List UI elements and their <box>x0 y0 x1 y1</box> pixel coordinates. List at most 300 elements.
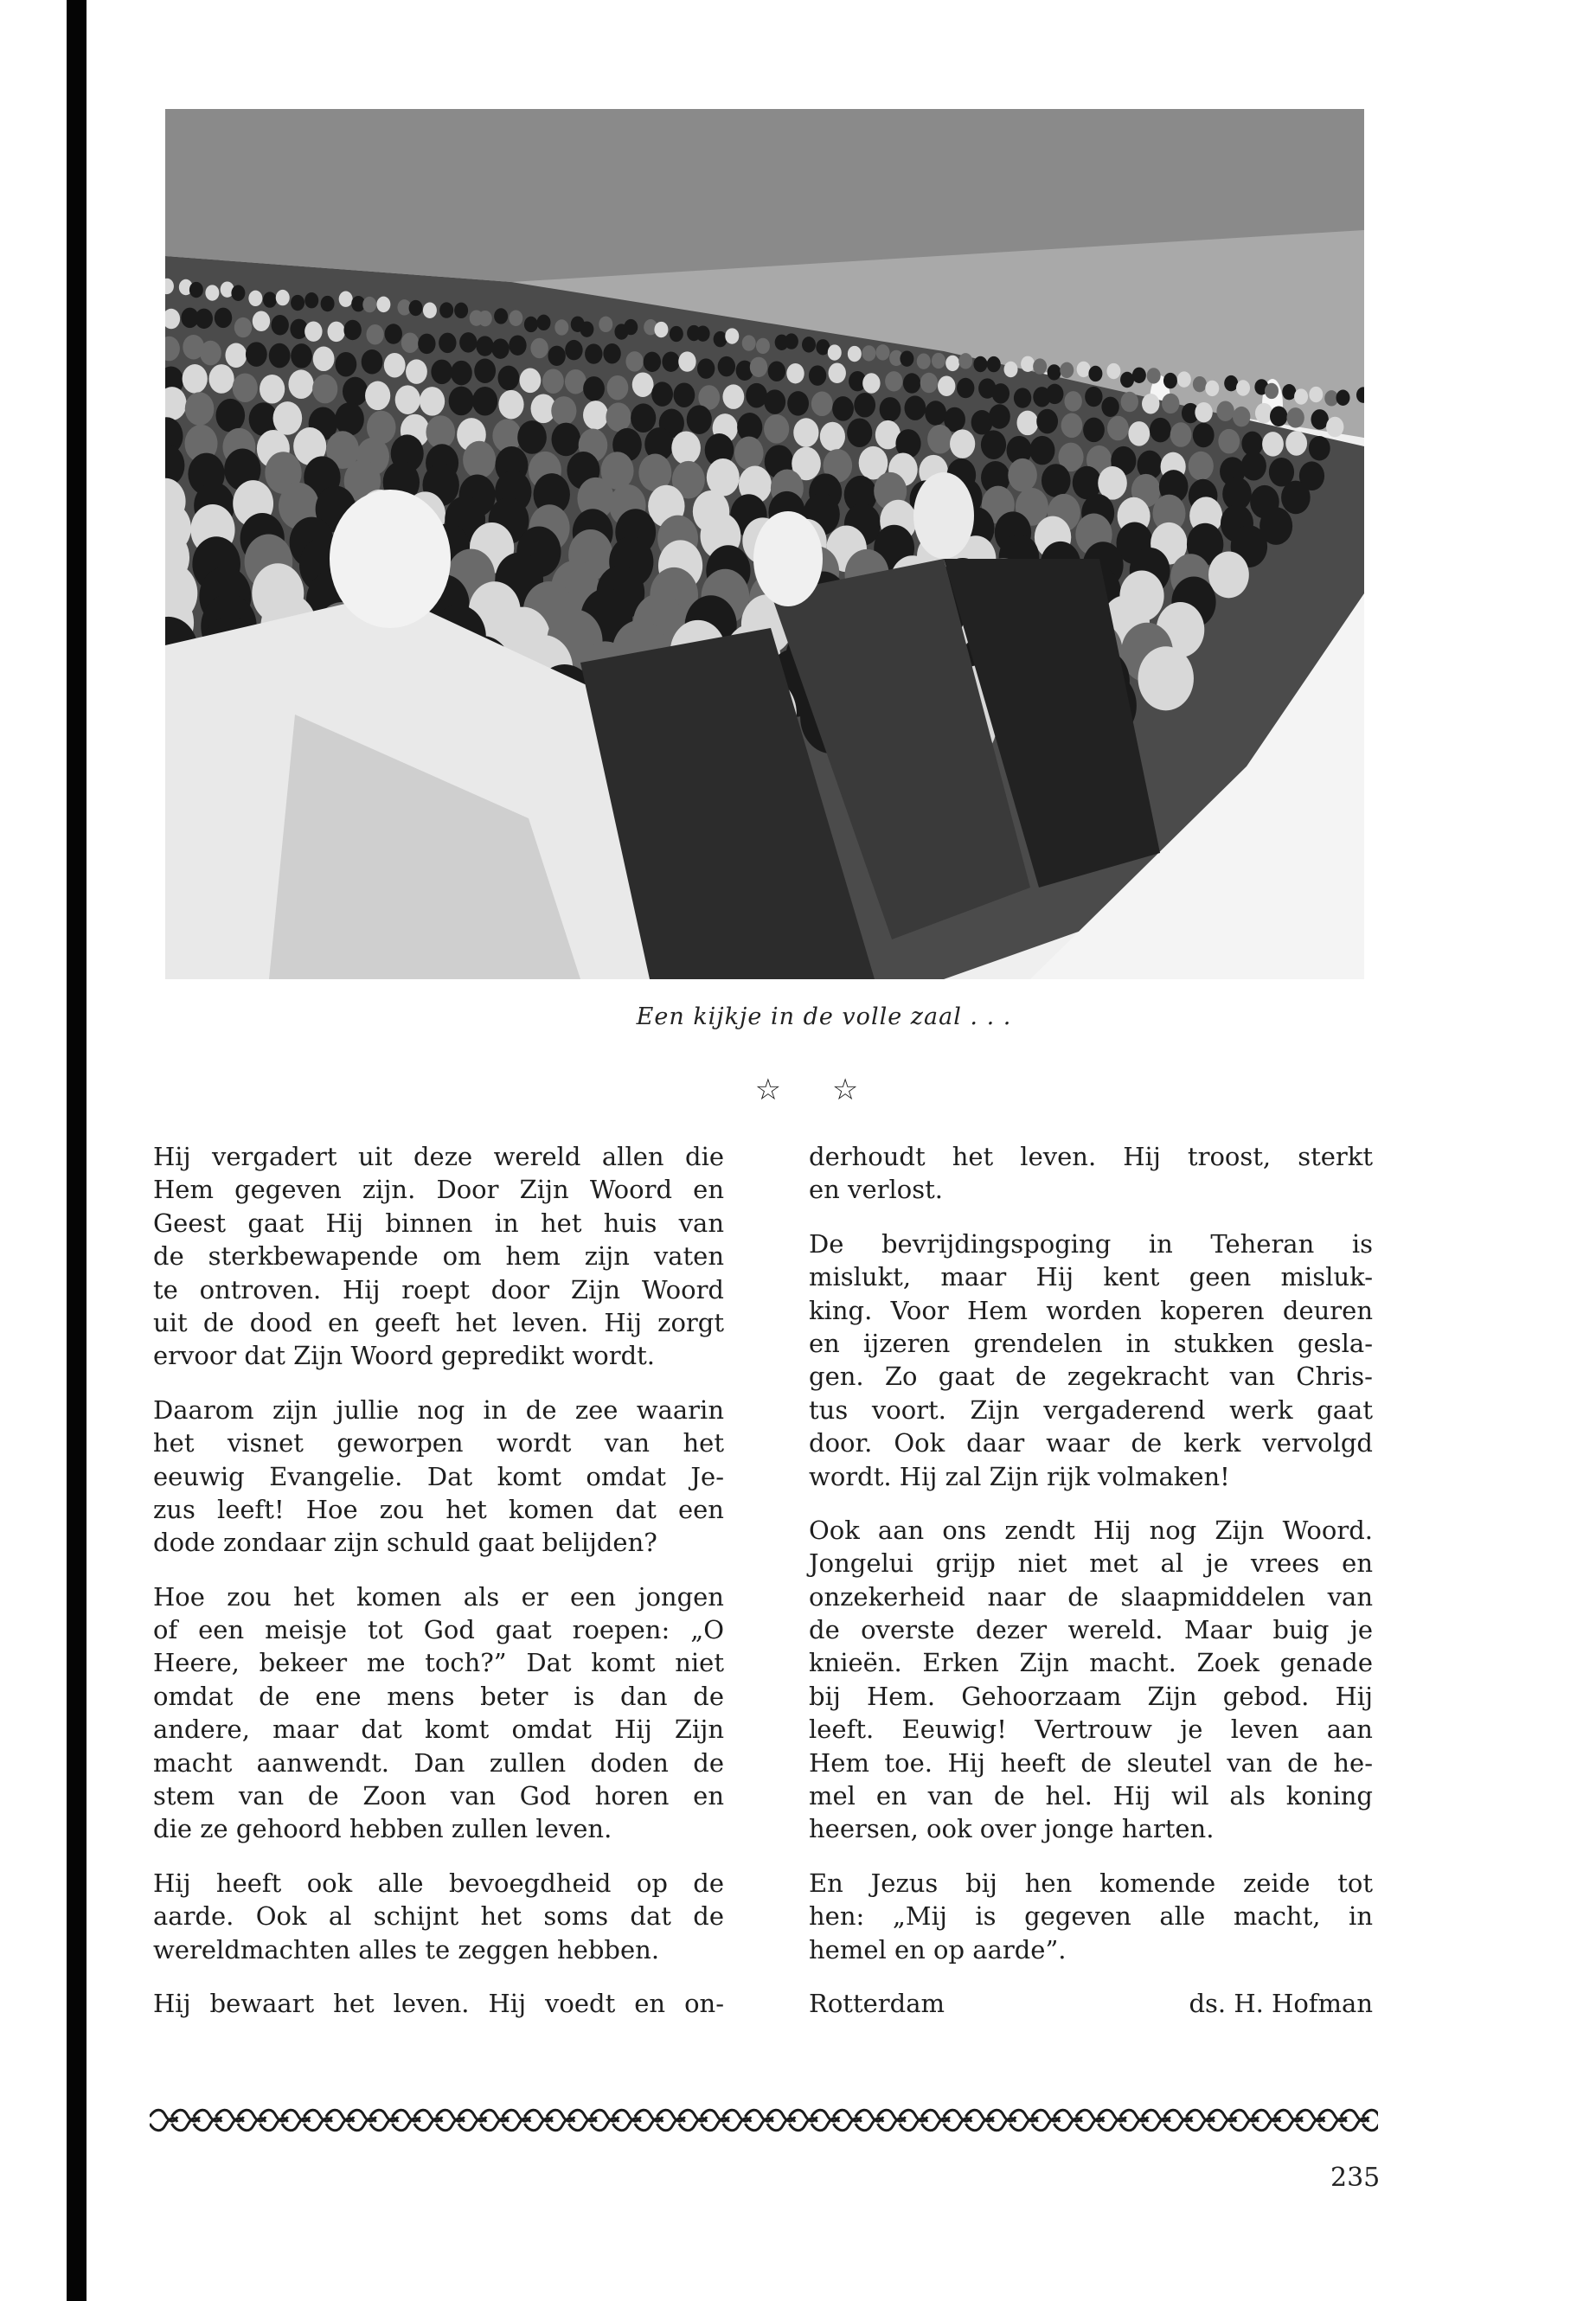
photo-audience-head <box>269 343 291 369</box>
text-line <box>809 1747 1373 1779</box>
photo-audience-head <box>542 369 564 394</box>
photo-face <box>330 490 451 628</box>
photo-audience-head <box>631 403 656 433</box>
text-line-content: onzekerheid naar de slaapmiddelen van <box>809 1581 1373 1612</box>
photo-audience-head <box>583 401 608 430</box>
photo-audience-head <box>423 303 437 318</box>
photo-audience-head <box>945 356 959 371</box>
photo-audience-head <box>312 375 337 404</box>
photo-audience-head <box>809 365 826 385</box>
text-line <box>809 1867 1373 1900</box>
photo-audience-head <box>509 311 522 326</box>
photo-audience-head <box>1236 380 1250 395</box>
text-line-content: Hem gegeven zijn. Door Zijn Woord en <box>153 1175 724 1205</box>
photo-audience-head <box>662 351 679 371</box>
photo-audience-head <box>208 364 234 394</box>
text-line <box>809 1394 1373 1426</box>
photo-audience-head <box>1309 387 1323 402</box>
photo-audience-head <box>474 358 496 383</box>
photo-audience-head <box>900 350 913 366</box>
photo-audience-head <box>1016 411 1038 436</box>
photo-audience-head <box>862 345 875 361</box>
text-line-content: Heere, bekeer me toch?” Dat komt niet <box>153 1648 724 1678</box>
photo-audience-head <box>828 344 842 360</box>
photo-audience-head <box>304 292 318 308</box>
text-line-content: dode zondaar zijn schuld gaat belijden? <box>153 1528 657 1558</box>
photo-audience-head <box>313 347 335 372</box>
text-line-content: mel en van de hel. Hij wil als koning <box>809 1781 1373 1811</box>
text-line-content: bij Hem. Gehoorzaam Zijn gebod. Hij <box>809 1681 1373 1711</box>
photo-audience-head <box>992 383 1010 403</box>
photo-audience-head <box>938 376 955 396</box>
text-line-content: Geest gaat Hij binnen in het huis van <box>153 1208 724 1238</box>
photo-audience-head <box>903 373 920 393</box>
photo-audience-head <box>304 321 322 341</box>
photo-audience-head <box>385 324 402 343</box>
text-line-content: De bevrijdingspoging in Teheran is <box>809 1228 1373 1259</box>
text-line-content: derhoudt het leven. Hij troost, sterkt <box>809 1142 1373 1171</box>
text-line-content: Daarom zijn jullie nog in de zee waarin <box>153 1394 724 1425</box>
photo-audience-head <box>606 402 631 432</box>
photo-audience-head <box>1128 421 1150 446</box>
photo-audience-head <box>1014 388 1031 407</box>
photo-audience-head <box>1106 363 1120 379</box>
photo-audience-head <box>291 295 304 311</box>
section-separator <box>0 1073 1596 1107</box>
photo-audience-head <box>654 322 668 337</box>
photo-audience-head <box>366 324 383 344</box>
photo-audience-head <box>384 353 406 378</box>
photo-audience-head <box>920 373 938 393</box>
photo-audience-head <box>1121 392 1138 412</box>
photo-audience-head <box>1309 436 1330 461</box>
photo-audience-head <box>1008 458 1037 492</box>
photo-audience-head <box>1132 368 1146 383</box>
text-line-content: gen. Zo gaat de zegekracht van Chris- <box>809 1362 1373 1392</box>
photo-audience-head <box>651 381 673 407</box>
photo-audience-head <box>632 372 654 397</box>
text-line-content: stem van de Zoon van God horen en <box>153 1781 724 1811</box>
photo-audience-head <box>671 431 701 465</box>
text-line-content: andere, maar dat komt omdat Hij Zijn <box>153 1715 724 1745</box>
star-icon: ☆ <box>831 1073 859 1107</box>
text-line <box>153 1140 724 1173</box>
text-line <box>809 1327 1373 1360</box>
text-line <box>809 1294 1373 1327</box>
text-line <box>809 1933 1373 1966</box>
photo-audience-head <box>1101 397 1118 417</box>
photo-audience-head <box>200 341 221 366</box>
photo-audience-head <box>524 317 538 332</box>
photo-audience-head <box>321 296 335 311</box>
photo-audience-head <box>787 391 809 416</box>
photo-audience-head <box>1004 362 1018 377</box>
text-line <box>153 1526 724 1559</box>
text-line-content: Hij bewaart het leven. Hij voedt en on- <box>153 1988 724 2018</box>
photo-audience-head <box>195 309 213 329</box>
photo-audience-head <box>1216 401 1234 421</box>
photo-audience-head <box>263 292 277 307</box>
photo-audience-head <box>793 418 818 447</box>
text-line <box>153 1394 724 1426</box>
photo-audience-head <box>1060 362 1074 378</box>
photo-audience-head <box>624 319 638 335</box>
photo-audience-head <box>734 437 764 471</box>
photo-audience-head <box>234 317 252 337</box>
photo-audience-head <box>509 335 526 355</box>
photo-audience-head <box>957 378 974 398</box>
photo-audience-head <box>847 418 872 447</box>
photo-audience-head <box>406 359 427 384</box>
text-line <box>153 1207 724 1240</box>
photo-audience-head <box>291 343 312 369</box>
photo-audience-head <box>551 396 576 426</box>
photo-audience-head <box>746 383 767 408</box>
article-paragraph <box>809 1867 1373 1966</box>
photo-audience-head <box>401 333 419 353</box>
text-line-content: omdat de ene mens beter is dan de <box>153 1681 724 1711</box>
text-line <box>809 1580 1373 1613</box>
text-line-content: en verlost. <box>809 1175 943 1205</box>
text-line <box>809 1227 1373 1260</box>
photo-audience-head <box>1193 376 1207 392</box>
photo-audience-head <box>1286 407 1304 427</box>
text-line-content: uit de dood en geeft het leven. Hij zorgt <box>153 1307 724 1337</box>
photo-audience-head <box>832 396 854 421</box>
photo-audience-head <box>362 349 383 375</box>
photo-audience-head <box>463 441 496 479</box>
photo-audience-head <box>1189 452 1214 481</box>
text-line-content: de overste dezer wereld. Maar buig je <box>809 1615 1373 1645</box>
photo-audience-head <box>725 328 739 343</box>
photo-audience-head <box>718 356 735 376</box>
photo-audience-head <box>548 346 565 366</box>
photo-audience-head <box>973 356 987 372</box>
photo-audience-head <box>478 311 492 326</box>
photo-audience-head <box>1083 418 1105 443</box>
photo-audience-head <box>950 429 975 458</box>
text-line <box>809 1680 1373 1713</box>
text-line <box>809 1140 1373 1173</box>
photo-audience-head <box>552 423 581 457</box>
photo-audience-head <box>418 334 435 354</box>
photo-audience-head <box>1138 646 1194 710</box>
text-line-content: Ook aan ons zendt Hij nog Zijn Woord. <box>809 1515 1373 1545</box>
photo-audience-head <box>216 399 246 433</box>
photo-audience-head <box>981 430 1006 459</box>
text-line-content: aarde. Ook al schijnt het soms dat de <box>153 1901 724 1932</box>
photo-audience-head <box>1218 429 1240 454</box>
photo-audience-head <box>420 387 445 416</box>
ornament-wave-lower <box>150 2118 1378 2131</box>
text-line <box>809 1613 1373 1646</box>
photo-audience-head <box>1336 390 1349 406</box>
photo-audience-head <box>362 297 376 312</box>
photo-audience-head <box>904 395 926 420</box>
photo-audience-head <box>1195 402 1212 422</box>
photo-audience-head <box>395 385 420 414</box>
photo-audience-head <box>189 282 203 298</box>
photo-audience-head <box>565 369 586 394</box>
photo-audience-head <box>722 384 744 409</box>
photo-audience-head <box>1042 464 1071 497</box>
photo-audience-head <box>426 415 455 449</box>
photo-audience-head <box>271 315 288 335</box>
photo-audience-head <box>376 297 390 312</box>
text-line <box>153 1900 724 1932</box>
text-line-content: knieën. Erken Zijn macht. Zoek genade <box>809 1648 1373 1678</box>
photo-audience-head <box>498 390 523 420</box>
text-line <box>153 1779 724 1812</box>
photo-audience-head <box>1177 371 1191 387</box>
photo-audience-head <box>1142 394 1159 413</box>
photo-audience-head <box>1029 436 1054 465</box>
photo-audience-head <box>205 285 219 300</box>
photo-audience-head <box>253 311 270 331</box>
photo-audience-head <box>451 361 472 386</box>
text-line-content: door. Ook daar waar de kerk vervolgd <box>809 1428 1373 1458</box>
photo-audience-head <box>696 325 710 341</box>
photo-audience-head <box>644 352 661 372</box>
photo-audience-head <box>932 353 945 369</box>
auditorium-photo-image <box>165 109 1364 979</box>
text-line-content: eeuwig Evangelie. Dat komt omdat Je- <box>153 1461 724 1491</box>
article-column-left <box>153 1140 724 2041</box>
photo-audience-head <box>785 333 798 349</box>
photo-audience-head <box>756 338 770 354</box>
photo-audience-head <box>1147 368 1161 383</box>
article-column-right <box>809 1140 1373 2020</box>
photo-audience-head <box>854 393 875 418</box>
photo-audience-head <box>678 351 695 371</box>
ornamental-border <box>150 2105 1378 2139</box>
star-icon: ☆ <box>754 1073 782 1107</box>
signature <box>809 1987 1373 2020</box>
text-line <box>153 1713 724 1746</box>
photo-audience-head <box>1270 407 1287 426</box>
text-line <box>153 1493 724 1526</box>
photo-audience-head <box>1205 381 1219 396</box>
photo-audience-head <box>1150 418 1171 443</box>
photo-face <box>913 472 974 559</box>
text-line-content: hemel en op aarde”. <box>809 1934 1067 1965</box>
text-line-content: de sterkbewapende om hem zijn vaten <box>153 1241 724 1272</box>
photo-audience-head <box>1294 388 1308 404</box>
text-line <box>153 1987 724 2020</box>
photo-audience-head <box>530 338 548 358</box>
photo-audience-head <box>472 387 497 416</box>
photo-audience-head <box>1170 422 1192 447</box>
photo-audience-head <box>1033 358 1047 374</box>
photo-audience-head <box>476 336 493 356</box>
photo-audience-head <box>454 303 468 318</box>
photo-audience-head <box>343 377 368 407</box>
text-line <box>809 1779 1373 1812</box>
photo-audience-head <box>246 342 267 367</box>
photo-audience-head <box>989 404 1010 429</box>
photo-audience-head <box>1036 409 1058 434</box>
text-line <box>809 1173 1373 1206</box>
text-line <box>809 1360 1373 1393</box>
photo-audience-head <box>1224 375 1238 391</box>
text-line <box>153 1460 724 1493</box>
photo-audience-head <box>273 401 303 435</box>
text-line-content: wordt. Hij zal Zijn rijk volmaken! <box>809 1461 1230 1491</box>
photo-audience-head <box>1326 417 1343 437</box>
article-paragraph <box>153 1987 724 2020</box>
text-line-content: of een meisje tot God gaat roepen: „O <box>153 1615 724 1645</box>
text-line-content: wereldmachten alles te zeggen hebben. <box>153 1934 660 1965</box>
photo-audience-head <box>449 387 474 416</box>
photo-audience-head <box>1193 423 1215 448</box>
article-paragraph <box>153 1867 724 1966</box>
photo-audience-head <box>260 375 285 404</box>
photo-audience-head <box>1262 432 1284 457</box>
text-line-content: die ze gehoord hebben zullen leven. <box>153 1814 612 1844</box>
text-line-content: Hem toe. Hij heeft de sleutel van de he- <box>809 1747 1373 1778</box>
photo-audience-head <box>925 401 946 426</box>
text-line-content: zus leeft! Hoe zou het komen dat een <box>153 1494 724 1524</box>
photo-audience-head <box>231 285 245 301</box>
text-line-content: hen: „Mij is gegeven alle macht, in <box>809 1901 1373 1932</box>
photo-audience-head <box>1088 366 1102 381</box>
text-line-content: heersen, ook over jonge harten. <box>809 1814 1215 1844</box>
photo-audience-head <box>1048 364 1061 380</box>
text-line <box>809 1260 1373 1293</box>
text-line-content: te ontroven. Hij roept door Zijn Woord <box>153 1274 724 1304</box>
text-line <box>153 1273 724 1306</box>
text-line <box>153 1680 724 1713</box>
article-paragraph <box>809 1227 1373 1493</box>
photo-audience-head <box>215 308 232 328</box>
page-number: 235 <box>1330 2163 1381 2193</box>
text-line-content: king. Voor Hem worden koperen deuren <box>809 1295 1373 1325</box>
photo-audience-head <box>491 338 509 358</box>
photo-audience-head <box>233 373 258 402</box>
photo-audience-head <box>1085 387 1102 407</box>
photo-audience-head <box>673 382 695 407</box>
text-line <box>153 1426 724 1459</box>
photo-audience-head <box>1285 431 1307 456</box>
photo-audience-head <box>742 335 756 350</box>
text-line-content: Hoe zou het komen als er een jongen <box>153 1581 724 1612</box>
text-line <box>809 1812 1373 1845</box>
photo-audience-head <box>820 422 845 452</box>
photo-audience-head <box>1265 383 1279 399</box>
photo-audience-head <box>335 402 364 436</box>
photo-audience-head <box>1233 407 1250 426</box>
text-line-content: Hij vergadert uit deze wereld allen die <box>153 1142 724 1171</box>
text-line <box>153 1173 724 1206</box>
photo-audience-head <box>687 405 712 434</box>
photo-caption: Een kijkje in de volle zaal . . . <box>636 1003 1012 1030</box>
photo-audience-head <box>848 346 862 362</box>
text-line <box>153 1339 724 1372</box>
photo-audience-head <box>276 290 290 305</box>
photo-audience-head <box>607 375 629 401</box>
photo-audience-head <box>1021 356 1035 372</box>
photo-audience-head <box>927 425 952 454</box>
text-line-content: het visnet geworpen wordt van het <box>153 1428 724 1458</box>
text-line-content: en ijzeren grendelen in stukken gesla- <box>809 1328 1373 1358</box>
text-line <box>153 1240 724 1272</box>
text-line-content: En Jezus bij hen komende zeide tot <box>809 1868 1373 1898</box>
signature-author: ds. H. Hofman <box>1189 1988 1373 2018</box>
text-line-content: Jongelui grijp niet met al je vrees en <box>809 1548 1373 1579</box>
photo-audience-head <box>750 357 767 377</box>
photo-audience-head <box>958 353 972 369</box>
photo-audience-head <box>517 420 547 454</box>
photo-audience-head <box>1311 409 1328 429</box>
photo-audience-head <box>365 381 390 411</box>
article-paragraph <box>153 1394 724 1560</box>
photo-audience-head <box>697 358 715 378</box>
photo-audience-head <box>599 317 612 332</box>
photo-audience-head <box>1255 403 1272 423</box>
photo-audience-head <box>1046 384 1063 404</box>
photo-audience-head <box>431 360 452 385</box>
photo-audience-head <box>494 308 508 324</box>
text-line <box>809 1547 1373 1580</box>
photo-audience-head <box>764 389 785 414</box>
auditorium-photo <box>165 109 1364 979</box>
photo-audience-head <box>862 373 880 393</box>
photo-audience-head <box>537 315 551 330</box>
photo-audience-head <box>811 392 833 417</box>
photo-audience-head <box>288 369 313 399</box>
signature-place: Rotterdam <box>809 1988 945 2018</box>
article-paragraph <box>809 1140 1373 1207</box>
photo-audience-head <box>225 343 247 368</box>
photo-audience-head <box>786 363 804 383</box>
photo-audience-head <box>498 366 520 391</box>
text-line <box>809 1646 1373 1679</box>
photo-audience-head <box>603 343 620 363</box>
scan-edge-bar <box>67 0 87 2301</box>
photo-audience-head <box>768 362 785 381</box>
photo-face <box>753 511 823 606</box>
photo-audience-head <box>1163 373 1177 388</box>
text-line <box>809 1426 1373 1459</box>
photo-audience-head <box>248 291 262 306</box>
photo-audience-head <box>1282 384 1296 400</box>
text-line <box>809 1514 1373 1547</box>
text-line-content: ervoor dat Zijn Woord gepredikt wordt. <box>153 1341 656 1371</box>
photo-audience-head <box>409 300 423 316</box>
photo-audience-head <box>1162 394 1179 413</box>
photo-audience-head <box>880 397 901 422</box>
text-line <box>153 1306 724 1339</box>
photo-audience-head <box>343 320 361 340</box>
text-line-content: Hij heeft ook alle bevoegdheid op de <box>153 1868 724 1898</box>
photo-audience-head <box>185 392 215 426</box>
photo-audience-head <box>565 340 582 360</box>
text-line-content: tus voort. Zijn vergaderend werk gaat <box>809 1394 1373 1425</box>
photo-audience-head <box>1107 416 1129 441</box>
text-line <box>809 1900 1373 1932</box>
text-line <box>153 1646 724 1679</box>
photo-audience-head <box>1208 552 1249 599</box>
text-line-content: macht aanwendt. Dan zullen doden de <box>153 1747 724 1778</box>
text-line <box>153 1812 724 1845</box>
photo-audience-head <box>439 333 456 353</box>
photo-audience-head <box>625 351 643 371</box>
photo-audience-head <box>585 343 602 363</box>
photo-audience-head <box>764 414 789 444</box>
photo-audience-head <box>987 356 1001 372</box>
text-line <box>153 1580 724 1613</box>
photo-audience-head <box>670 326 683 342</box>
